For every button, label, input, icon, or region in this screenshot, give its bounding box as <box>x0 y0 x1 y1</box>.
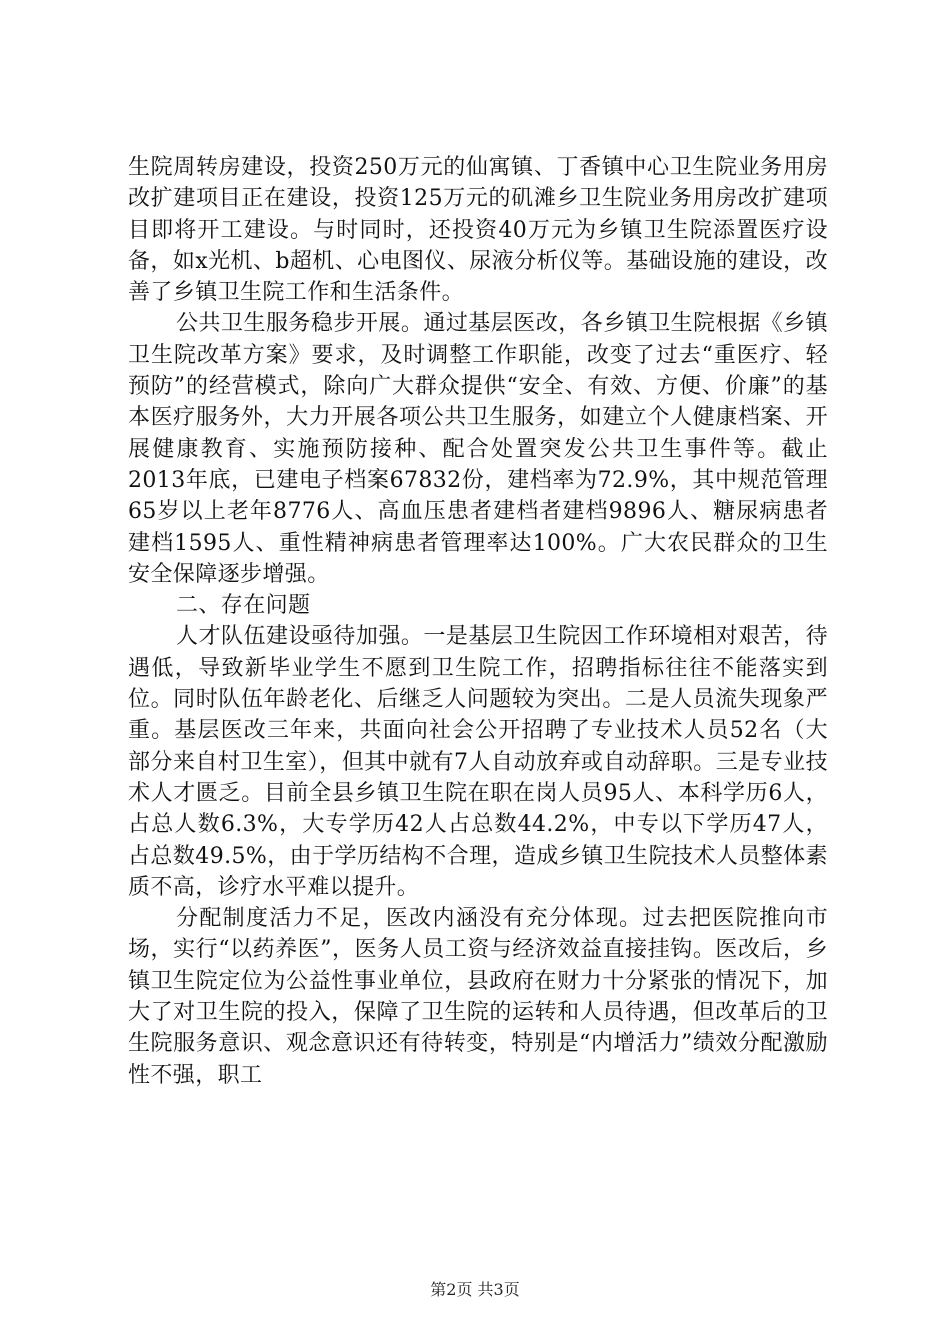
paragraph-distribution-system: 分配制度活力不足，医改内涵没有充分体现。过去把医院推向市场，实行“以药养医”，医务人员工资与经济效益直接挂钩。医改后，乡镇卫生院定位为公益性事业单位，县政府在财力十分紧张的情况下，加大了对卫生院的投入，保障了卫生院的运转和人员待遇，但改革后的卫生院服务意识、观念意识还有待转变，特别是“内增活力”绩效分配激励性不强，职工 <box>128 906 828 1088</box>
document-body <box>128 152 828 1091</box>
paragraph-continued: 生院周转房建设，投资250万元的仙寓镇、丁香镇中心卫生院业务用房改扩建项目正在建设，投资125万元的矶滩乡卫生院业务用房改扩建项目即将开工建设。与时同时，还投资40万元为乡镇卫生院添置医疗设备，如x光机、b超机、心电图仪、尿液分析仪等。基础设施的建设，改善了乡镇卫生院工作和生活条件。 <box>128 155 828 306</box>
section-heading-problems: 二、存在问题 <box>176 593 311 619</box>
paragraph-talent-team: 人才队伍建设亟待加强。一是基层卫生院因工作环境相对艰苦，待遇低，导致新毕业学生不愿到卫生院工作，招聘指标往往不能落实到位。同时队伍年龄老化、后继乏人问题较为突出。二是人员流失现象严重。基层医改三年来，共面向社会公开招聘了专业技术人员52名（大部分来自村卫生室），但其中就有7人自动放弃或自动辞职。三是专业技术人才匮乏。目前全县乡镇卫生院在职在岗人员95人、本科学历6人，占总人数6.3%，大专学历42人占总数44.2%，中专以下学历47人，占总数49.5%，由于学历结构不合理，造成乡镇卫生院技术人员整体素质不高，诊疗水平难以提升。 <box>128 624 828 900</box>
paragraph-public-health: 公共卫生服务稳步开展。通过基层医改，各乡镇卫生院根据《乡镇卫生院改革方案》要求，及时调整工作职能，改变了过去“重医疗、轻预防”的经营模式，除向广大群众提供“安全、有效、方便、价廉”的基本医疗服务外，大力开展各项公共卫生服务，如建立个人健康档案、开展健康教育、实施预防接种、配合处置突发公共卫生事件等。截止2013年底，已建电子档案67832份，建档率为72.9%，其中规范管理65岁以上老年8776人、高血压患者建档者建档9896人、糖尿病患者建档1595人、重性精神病患者管理率达100%。广大农民群众的卫生安全保障逐步增强。 <box>128 311 828 587</box>
page-number-footer: 第2页 共3页 <box>430 1280 520 1299</box>
